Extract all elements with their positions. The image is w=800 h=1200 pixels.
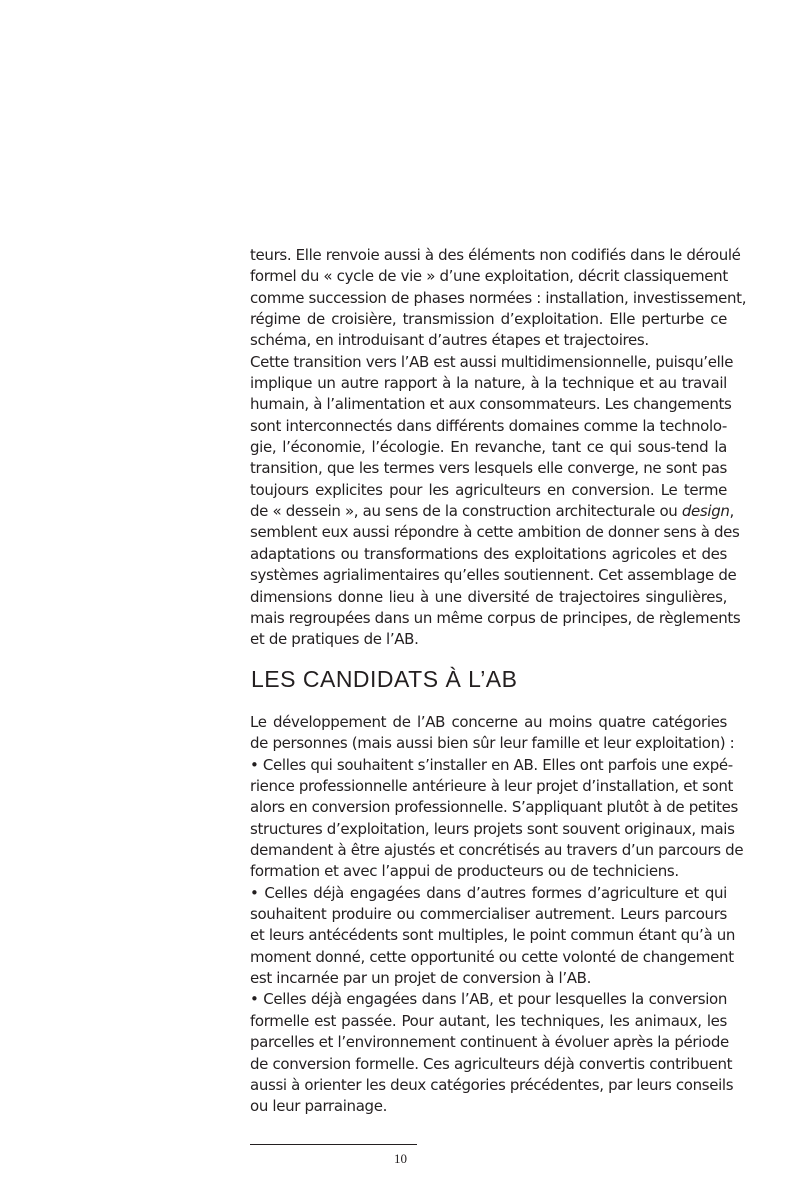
text-line: structures d’exploitation, leurs projets sont souvent originaux, mais [250, 819, 735, 838]
body-text-section-2 [250, 712, 744, 1118]
text-line: et leurs antécédents sont multiples, le point commun étant qu’à un [250, 926, 736, 945]
text-line: dimensions donne lieu à une diversité de trajectoires singulières, [250, 587, 727, 606]
text-line: transition, que les termes vers lesquels elle converge, ne sont pas [250, 459, 727, 478]
text-line: souhaitent produire ou commercialiser autrement. Leurs parcours [250, 905, 727, 924]
text-line: demandent à être ajustés et concrétisés au travers d’un parcours de [250, 841, 744, 860]
text-line: schéma, en introduisant d’autres étapes et trajectoires. [250, 331, 649, 350]
text-line: formelle est passée. Pour autant, les techniques, les animaux, les [250, 1011, 727, 1030]
text-line: aussi à orienter les deux catégories précédentes, par leurs conseils [250, 1075, 734, 1094]
text-line: gie, l’économie, l’écologie. En revanche, tant ce qui sous-tend la [250, 438, 727, 457]
italic-term: design [681, 502, 730, 521]
text-line: sont interconnectés dans différents domaines comme la technolo- [250, 416, 727, 435]
text-line: parcelles et l’environnement continuent à évoluer après la période [250, 1033, 729, 1052]
page-number: 10 [394, 1151, 407, 1166]
text-line: humain, à l’alimentation et aux consommateurs. Les changements [250, 395, 732, 414]
text-line: toujours explicites pour les agriculteurs en conversion. Le terme [250, 480, 727, 499]
text-line: rience professionnelle antérieure à leur projet d’installation, et sont [250, 777, 734, 796]
text-line: teurs. Elle renvoie aussi à des éléments non codifiés dans le déroulé [250, 246, 741, 264]
text-line: Le développement de l’AB concerne au moins quatre catégories [250, 713, 727, 731]
text-line: mais regroupées dans un même corpus de principes, de règlements [250, 608, 741, 627]
text-line: • Celles qui souhaitent s’installer en AB. Elles ont parfois une expé- [250, 755, 733, 774]
text-line: alors en conversion professionnelle. S’appliquant plutôt à de petites [250, 798, 738, 817]
text-line: semblent eux aussi répondre à cette ambition de donner sens à des [250, 523, 740, 542]
section-heading: LES CANDIDATS À L’AB [251, 666, 518, 692]
text-line: adaptations ou transformations des exploitations agricoles et des [250, 544, 727, 563]
text-line: • Celles déjà engagées dans l’AB, et pour lesquelles la conversion [250, 990, 727, 1009]
text-line: Cette transition vers l’AB est aussi multidimensionnelle, puisqu’elle [250, 352, 734, 371]
text-line: implique un autre rapport à la nature, à la technique et au travail [250, 374, 727, 393]
text-line: formel du « cycle de vie » d’une exploitation, décrit classiquement [250, 267, 728, 286]
text-line: comme succession de phases normées : installation, investissement, [250, 288, 747, 307]
body-text-section-1 [250, 245, 747, 651]
text-line: formation et avec l’appui de producteurs ou de techniciens. [250, 862, 679, 881]
text-line: moment donné, cette opportunité ou cette volonté de changement [250, 947, 734, 966]
footer-rule [250, 1144, 417, 1145]
text-line: • Celles déjà engagées dans d’autres formes d’agriculture et qui [250, 883, 727, 902]
text-line: ou leur parrainage. [250, 1097, 388, 1116]
text-line: et de pratiques de l’AB. [250, 630, 419, 649]
text-line: est incarnée par un projet de conversion à l’AB. [250, 969, 592, 988]
text-line: régime de croisière, transmission d’exploitation. Elle perturbe ce [250, 310, 727, 329]
text-line: de conversion formelle. Ces agriculteurs déjà convertis contribuent [250, 1054, 733, 1073]
text-line: de personnes (mais aussi bien sûr leur famille et leur exploitation) : [250, 734, 735, 753]
text-line: systèmes agrialimentaires qu’elles soutiennent. Cet assemblage de [250, 566, 737, 585]
text-line: de « dessein », au sens de la construction architecturale ou design, [250, 502, 734, 521]
